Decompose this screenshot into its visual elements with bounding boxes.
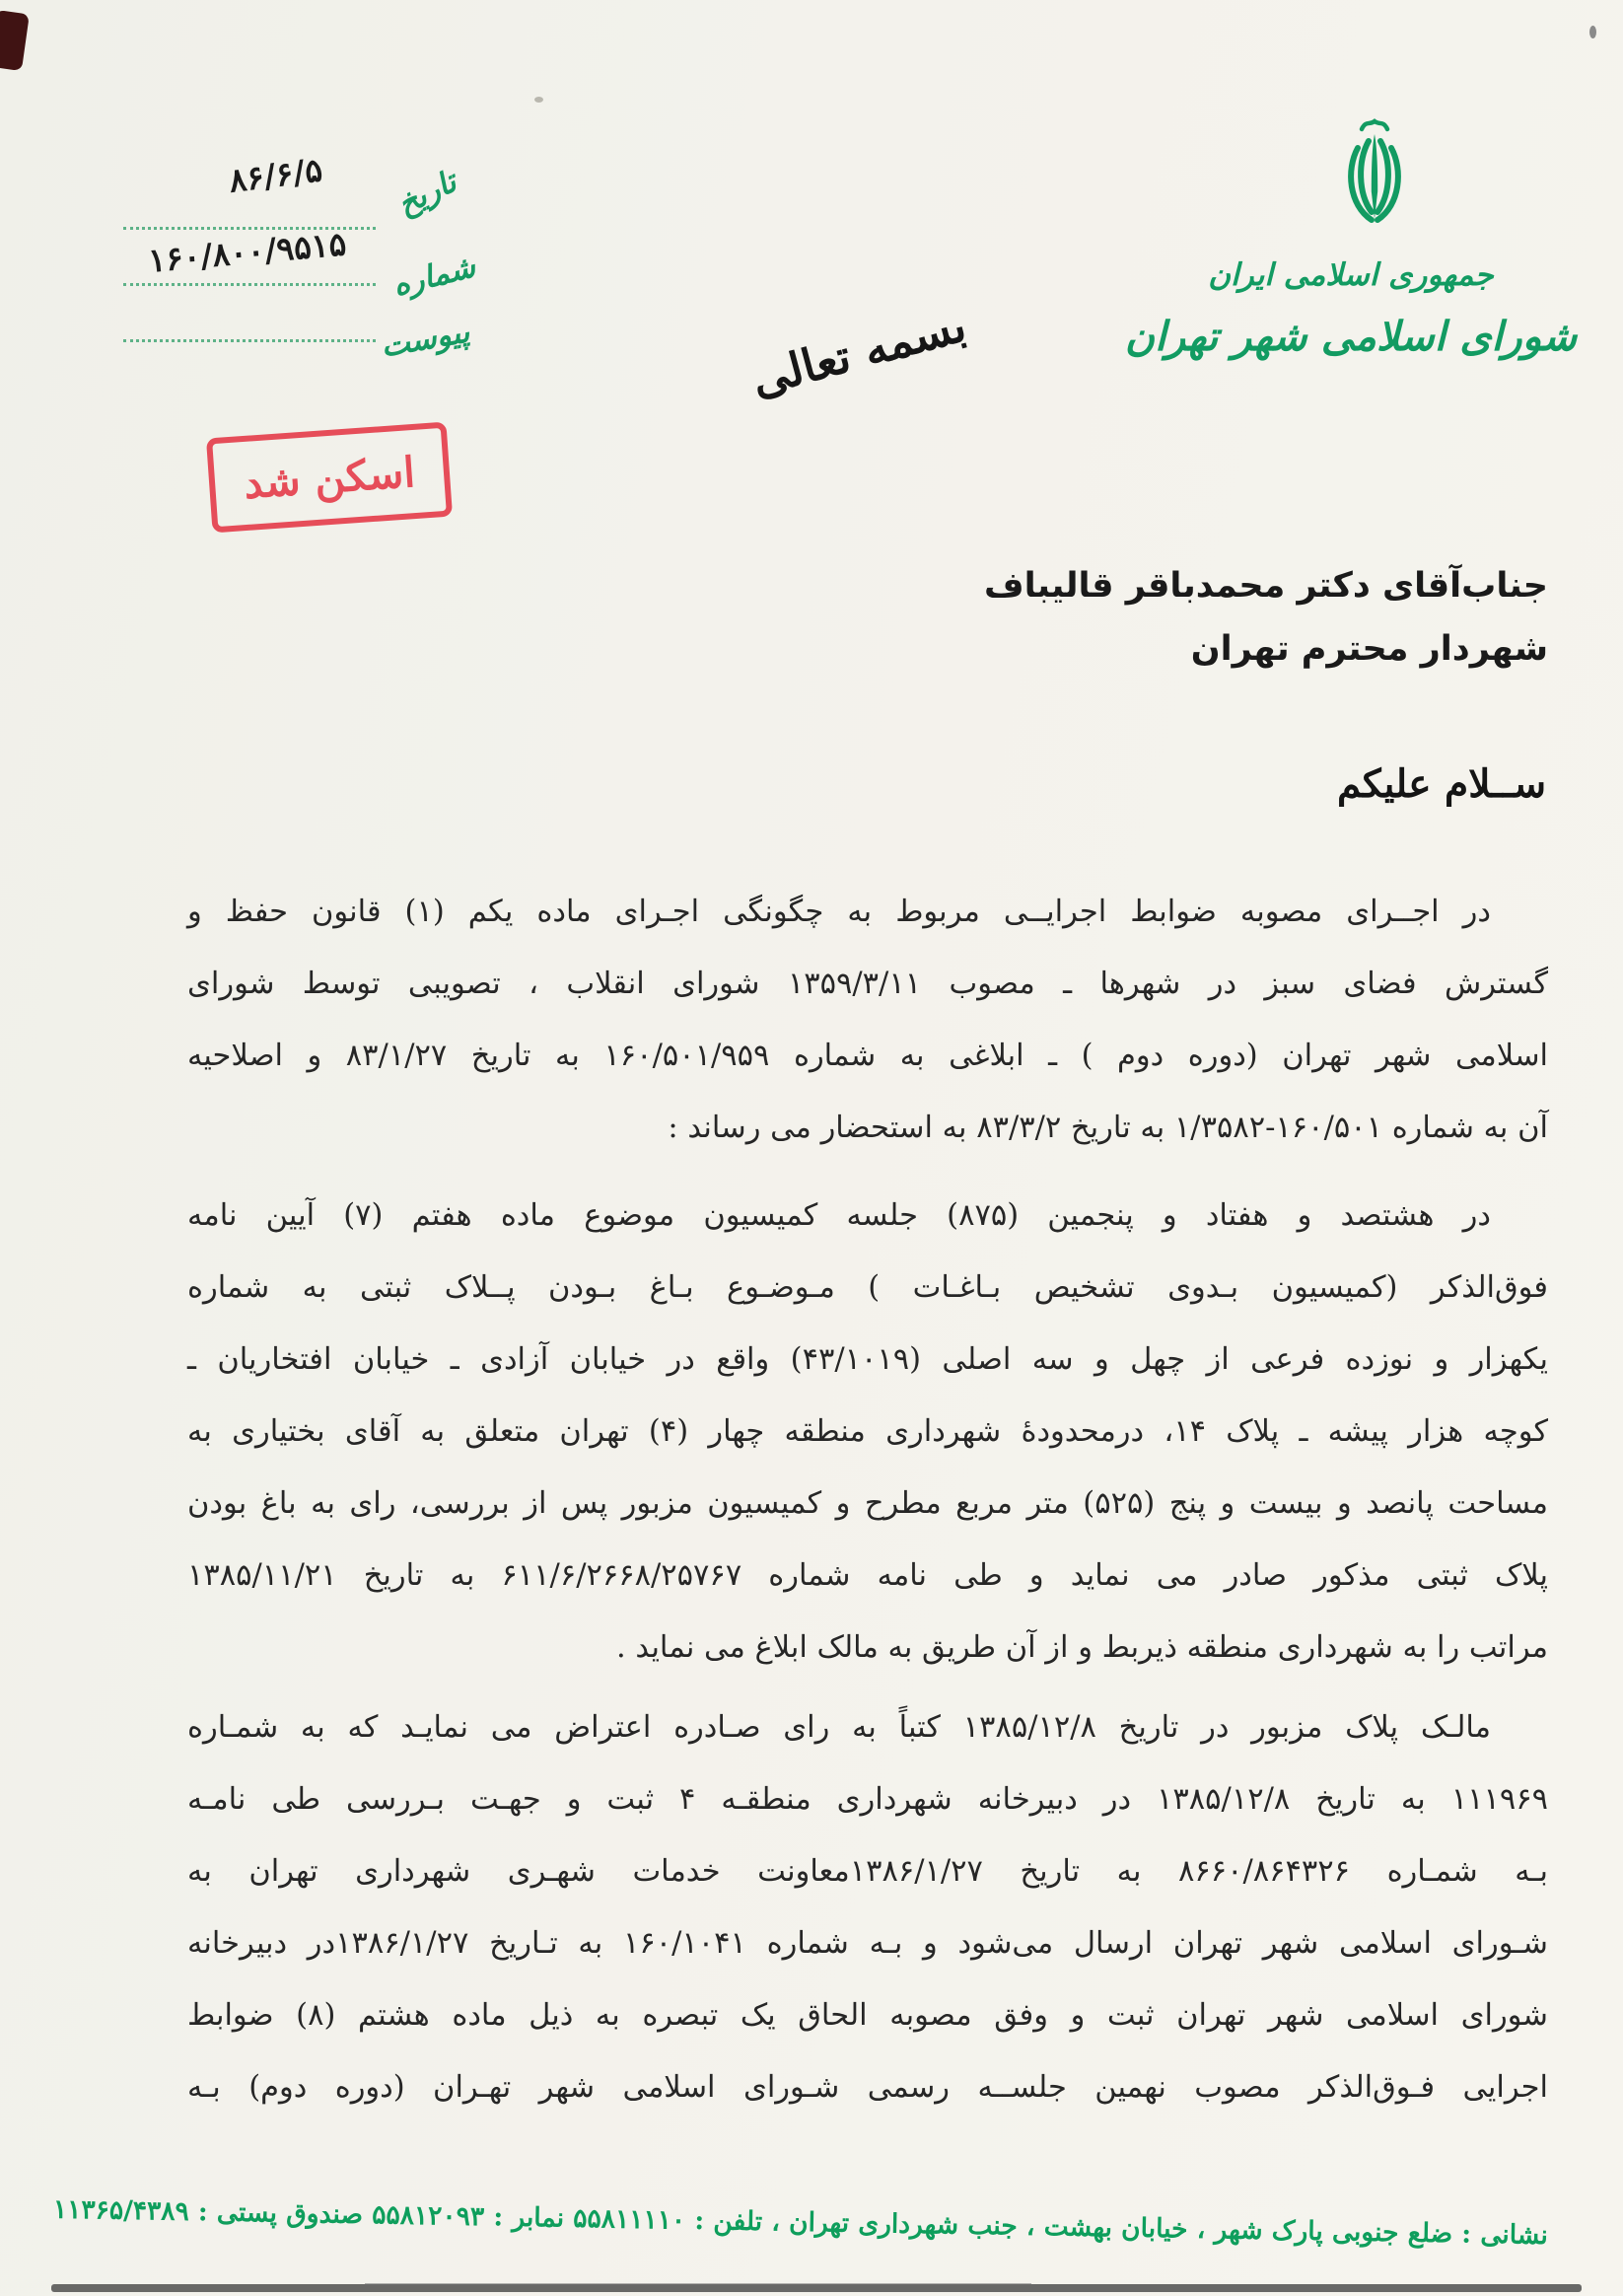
body-line: ۱۱۱۹۶۹ به تاریخ ۱۳۸۵/۱۲/۸ در دبیرخانه شهرداری منطقـه ۴ ثبت و جهـت بـررسی طی نامـه [187, 1782, 1548, 1817]
body-line: مراتب را به شهرداری منطقه ذیربط و از آن طریق به مالک ابلاغ می نماید . [616, 1630, 1548, 1665]
body-line: کوچه هزار پیشه ـ پلاک ۱۴، درمحدودهٔ شهرداری منطقه چهار (۴) تهران متعلق به آقای بختیاری به [187, 1414, 1548, 1449]
greeting-salam: ســلام علیکم [1337, 761, 1546, 807]
body-line: گسترش فضای سبز در شهرها ـ مصوب ۱۳۵۹/۳/۱۱ شورای انقلاب ، تصویبی توسط شورای [187, 967, 1548, 1001]
attachment-dotted-line [123, 339, 376, 342]
council-title: شورای اسلامی شهر تهران [1124, 313, 1578, 360]
date-label: تاریخ [391, 164, 462, 223]
footer-address: نشانی : ضلع جنوبی پارک شهر ، خیابان بهشت ، جنب شهرداری تهران ، تلفن : ۵۵۸۱۱۱۱۰ نمابر : ۵۵۸۱۲۰۹۳ صندوق پستی : ۱۱۳۶۵/۴۳۸۹ [52, 2193, 1549, 2252]
body-paragraph [187, 1180, 1548, 1684]
org-header [1094, 249, 1607, 371]
body-line: در اجــرای مصوبه ضوابط اجرایــی مربوط به چگونگی اجـرای ماده یکم (۱) قانون حفظ و [187, 895, 1491, 929]
scan-artifact-speck [534, 97, 543, 103]
body-line: فوق‌الذکر (کمیسیون بـدوی تشخیص بـاغـات ) مـوضـوع بـاغ بـودن پــلاک ثبتی به شماره [187, 1270, 1548, 1305]
body-paragraph [187, 876, 1548, 1164]
body-line: مالـک پلاک مزبور در تاریخ ۱۳۸۵/۱۲/۸ کتباً به رای صـادره اعتراض می نمایـد که به شمـاره [187, 1710, 1491, 1745]
scanned-stamp [206, 422, 453, 534]
body-line: مساحت پانصد و بیست و پنج (۵۲۵) متر مربع مطرح و کمیسیون مزبور پس از بررسی، رای به باغ بودن [187, 1486, 1548, 1521]
body-line: اجرایی فـوق‌الذکر مصوب نهمین جلســه رسمی شـورای اسلامی شهر تهـران (دوره دوم) بـه [187, 2070, 1548, 2105]
bismillah-calligraphy: بسمه تعالی [745, 298, 972, 407]
body-line: شورای اسلامی شهر تهران ثبت و وفق مصوبه الحاق یک تبصره به ذیل ماده هشتم (۸) ضوابط [187, 1998, 1548, 2033]
republic-title: جمهوری اسلامی ایران [1208, 257, 1494, 293]
body-line: پلاک ثبتی مذکور صادر می نماید و طی نامه شماره ۶۱۱/۶/۲۶۶۸/۲۵۷۶۷ به تاریخ ۱۳۸۵/۱۱/۲۱ [187, 1558, 1548, 1593]
body-line: یکهزار و نوزده فرعی از چهل و سه اصلی (۴۳/۱۰۱۹) واقع در خیابان آزادی ـ خیابان افتخاریان ـ [187, 1342, 1548, 1377]
scanned-stamp-text: اسکن شد [242, 447, 417, 508]
body-paragraph [187, 1691, 1548, 2123]
body-line: بـه شمـاره ۸۶۶۰/۸۶۴۳۲۶ به تاریخ ۱۳۸۶/۱/۲۷معاونت خدمات شهـری شهرداری تهران به [187, 1854, 1548, 1889]
scan-artifact-corner [0, 10, 30, 71]
recipient-name: جناب‌آقای دکتر محمدباقر قالیباف [983, 566, 1548, 606]
body-text [187, 876, 1548, 2123]
attachment-label: پیوست [378, 314, 472, 365]
number-label: شماره [388, 249, 479, 304]
body-line: اسلامی شهر تهران (دوره دوم ) ـ ابلاغی به شماره ۱۶۰/۵۰۱/۹۵۹ به تاریخ ۸۳/۱/۲۷ و اصلاحیه [187, 1039, 1548, 1073]
letter-number-value: ۱۶۰/۸۰۰/۹۵۱۵ [146, 224, 348, 280]
iran-emblem-icon [1323, 116, 1426, 235]
letter-date-value: ۸۶/۶/۵ [226, 150, 325, 200]
body-line: در هشتصد و هفتاد و پنجمین (۸۷۵) جلسه کمیسیون موضوع ماده هفتم (۷) آیین نامه [187, 1198, 1491, 1233]
scan-artifact-speck [1589, 26, 1596, 38]
scan-edge-shadow [365, 2283, 1031, 2286]
body-line: شـورای اسلامی شهر تهران ارسال می‌شود و بـه شماره ۱۶۰/۱۰۴۱ به تـاریخ ۱۳۸۶/۱/۲۷در دبیرخانه [187, 1926, 1548, 1961]
number-dotted-line [123, 283, 376, 286]
body-line: آن به شماره ۱۶۰/۵۰۱-۱/۳۵۸۲ به تاریخ ۸۳/۳/۲ به استحضار می رساند : [668, 1111, 1548, 1145]
recipient-title: شهردار محترم تهران [1190, 629, 1548, 669]
recipient-block [984, 554, 1548, 681]
